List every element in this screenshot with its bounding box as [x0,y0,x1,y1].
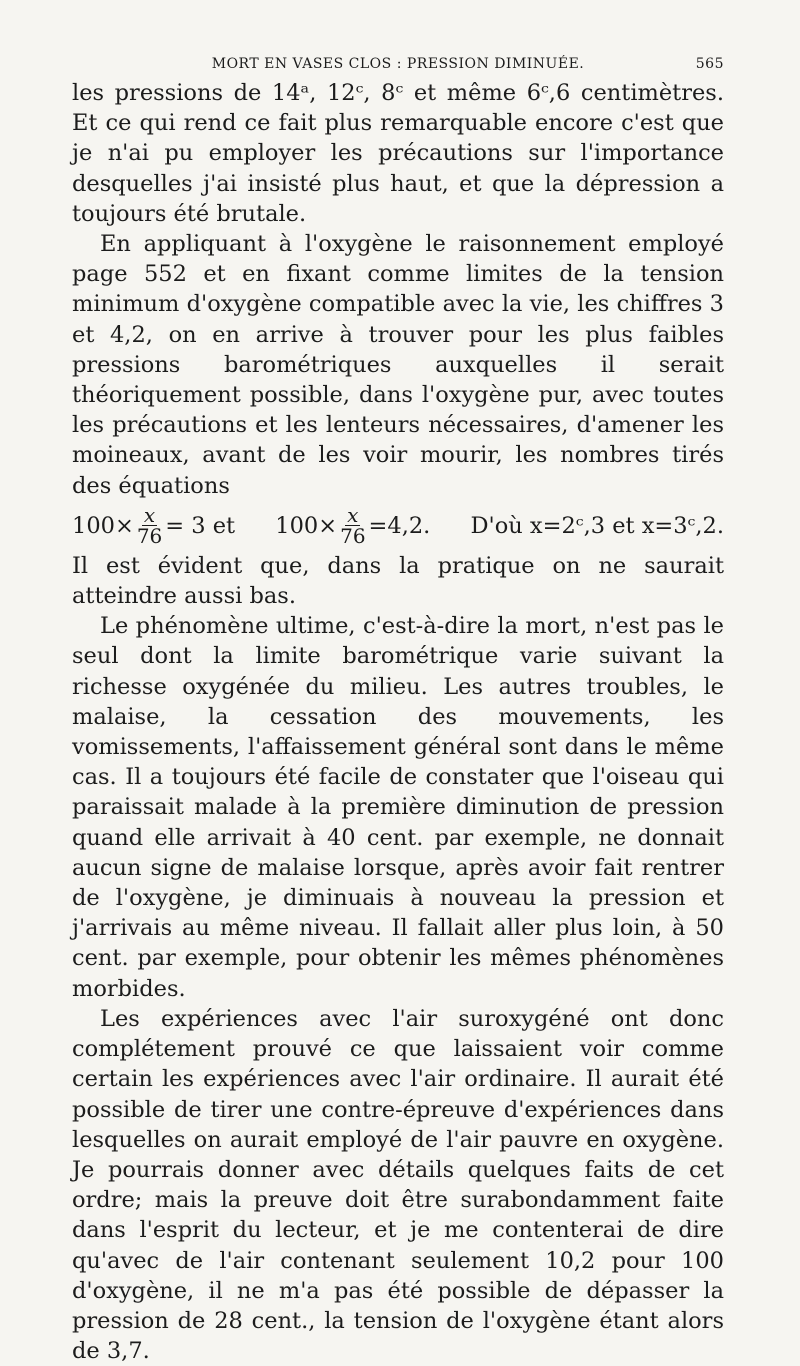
equation-2 [275,503,431,549]
eq2-fraction [340,503,366,549]
equation-result: D'où x=2ᶜ,3 et x=3ᶜ,2. [470,512,724,539]
eq1-denominator: 76 [136,524,163,549]
running-head [72,48,724,78]
paragraph-evident: Il est évident que, dans la pratique on ne saurait atteindre aussi bas. [72,552,724,610]
paragraph-phenomenon: Le phénomène ultime, c'est-à-dire la mort, n'est pas le seul dont la limite barométrique varie suivant la richesse oxygénée du milieu. Les autres troubles, le malaise, la cessation des mouvements, les vomissements, l'affaissement général sont dans le même cas. Il a toujours été facile de constater que l'oiseau qui paraissait malade à la première diminution de pression quand elle arrivait à 40 cent. par exemple, ne donnait aucun signe de malaise lorsque, après avoir fait rentrer de l'oxygène, je diminuais à nouveau la pression et j'arrivais au même niveau. Il fallait aller plus loin, à 50 cent. par exemple, pour obtenir les mêmes phénomènes morbides. [72,613,724,1002]
eq2-left: 100× [275,512,338,539]
eq1-left: 100× [72,512,134,539]
page-number: 565 [695,56,724,72]
paragraph-experiments: Les expériences avec l'air suroxygéné ont donc complétement prouvé ce que laissaient voir comme certain les expériences avec l'air ordinaire. Il aurait été possible de tirer une contre-épreuve d'expériences dans lesquelles on aurait employé de l'air pauvre en oxygène. Je pourrais donner avec détails quelques faits de cet ordre; mais la preuve doit être surabondamment faite dans l'esprit du lecteur, et je me contenterai de dire qu'avec de l'air contenant seulement 10,2 pour 100 d'oxygène, il ne m'a pas été possible de dépasser la pression de 28 cent., la tension de l'oxygène étant alors de 3,7. [72,1005,724,1365]
equations-line [72,501,724,551]
eq1-numerator: x [143,503,156,528]
body-text [72,78,724,1366]
paragraph-continued: les pressions de 14ᵃ, 12ᶜ, 8ᶜ et même 6ᶜ,6 centimètres. Et ce qui rend ce fait plus remarquable encore c'est que je n'ai pu employer les précautions sur l'importance desquelles j'ai insisté plus haut, et que la dépression a toujours été brutale. [72,80,724,227]
eq2-numerator: x [347,503,359,528]
book-page [72,48,724,1366]
eq2-denominator: 76 [340,524,366,549]
paragraph-oxygen-reasoning: En appliquant à l'oxygène le raisonnement employé page 552 et en fixant comme limites de la tension minimum d'oxygène compatible avec la vie, les chiffres 3 et 4,2, on en arrive à trouver pour les plus faibles pressions barométriques auxquelles il serait théoriquement possible, dans l'oxygène pur, avec toutes les précautions et les lenteurs nécessaires, d'amener les moineaux, avant de les voir mourir, les nombres tirés des équations [72,231,724,499]
equation-1 [72,503,236,549]
eq2-right: =4,2. [368,512,431,539]
eq1-fraction [136,503,163,549]
eq1-right: = 3 et [165,512,236,539]
running-title: MORT EN VASES CLOS : PRESSION DIMINUÉE. [211,56,585,72]
